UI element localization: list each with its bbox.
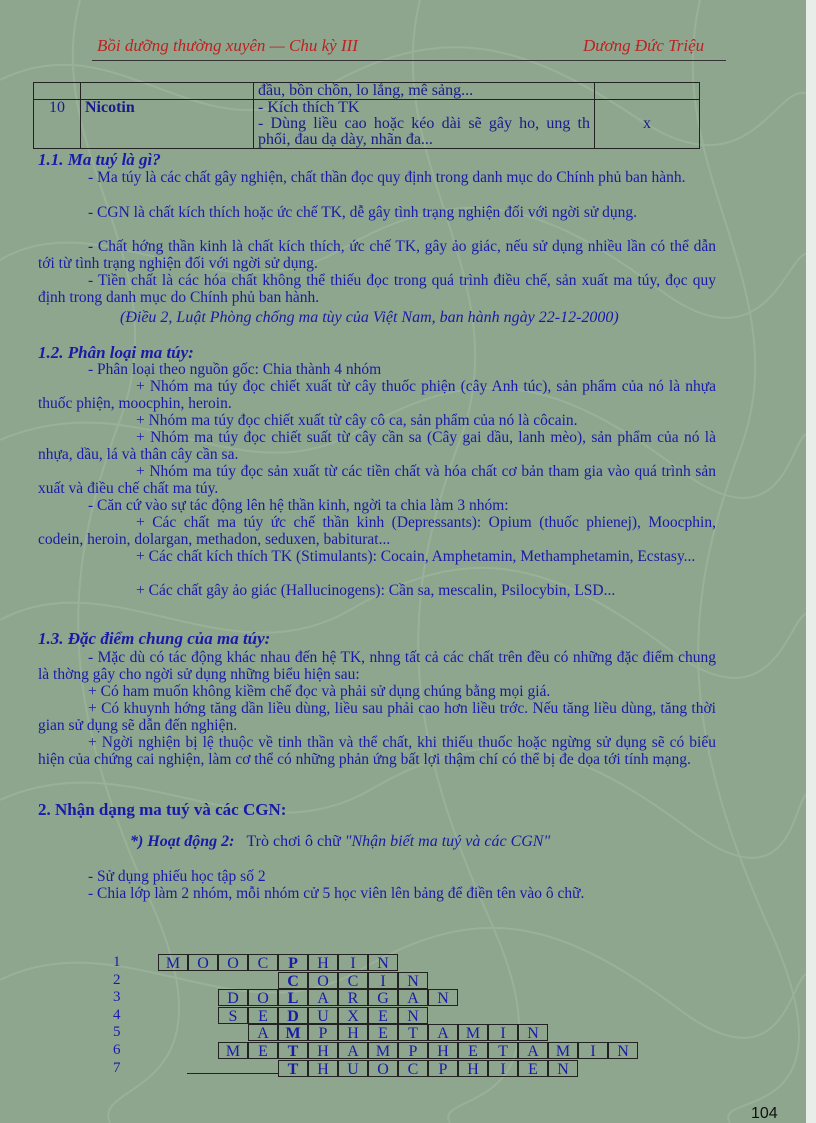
crossword-cell[interactable]: E (368, 1007, 398, 1024)
substance-name: Nicotin (81, 100, 254, 149)
crossword-cell[interactable]: H (458, 1060, 488, 1077)
instruction: - Sử dụng phiếu học tập số 2 (88, 868, 266, 885)
crossword-cell[interactable]: O (188, 954, 218, 971)
crossword-key-cell[interactable]: P (278, 954, 308, 971)
crossword-cell[interactable]: O (218, 954, 248, 971)
bullet-item: + Nhóm ma túy đọc chiết xuất từ cây thuốc phiện (cây Anh túc), sản phẩm của nó là nhựa thuốc phiện, moocphin, heroin. (38, 378, 716, 412)
paragraph: + Có ham muốn không kiềm chế đọc và phải sử dụng chúng bằng mọi giá. (88, 683, 551, 700)
effect-line: - Dùng liều cao hoặc kéo dài sẽ gây ho, ung th phổi, đau dạ dày, nhãn đa... (258, 115, 590, 148)
paragraph: - Ma túy là các chất gây nghiện, chất thần đọc quy định trong danh mục do Chính phủ ban hành. (88, 169, 686, 186)
table-cell (34, 83, 81, 100)
crossword-cell[interactable]: T (398, 1024, 428, 1041)
crossword-cell[interactable]: C (338, 972, 368, 989)
crossword-cell[interactable]: N (398, 1007, 428, 1024)
crossword-key-cell[interactable]: D (278, 1007, 308, 1024)
paragraph: - Phân loại theo nguồn gốc: Chia thành 4 nhóm (88, 361, 382, 378)
paragraph: - Tiền chất là các hóa chất không thể thiếu đọc trong quá trình điều chế, sản xuất ma túy, đọc quy định trong danh mục do Chính phủ ban hành. (38, 272, 716, 306)
activity-label: *) Hoạt động 2: (130, 833, 235, 850)
crossword-cell[interactable]: E (248, 1007, 278, 1024)
crossword-cell[interactable]: M (368, 1042, 398, 1059)
crossword-cell[interactable]: H (338, 1024, 368, 1041)
header-author: Dương Đức Triệu (583, 36, 705, 55)
crossword-key-cell[interactable]: C (278, 972, 308, 989)
crossword-cell[interactable]: P (308, 1024, 338, 1041)
crossword-cell[interactable]: A (248, 1024, 278, 1041)
bullet-item: + Các chất gây ảo giác (Hallucinogens): Cần sa, mescalin, Psilocybin, LSD... (136, 582, 616, 599)
section-1-1-title: 1.1. Ma tuý là gì? (38, 150, 161, 169)
crossword-cell[interactable]: N (548, 1060, 578, 1077)
table-row (34, 100, 700, 149)
crossword-cell[interactable]: I (338, 954, 368, 971)
crossword-cell[interactable]: N (428, 989, 458, 1006)
bullet-item: + Các chất kích thích TK (Stimulants): Cocain, Amphetamin, Methamphetamin, Ecstasy... (136, 548, 696, 565)
paragraph: - CGN là chất kích thích hoặc ức chế TK, dễ gây tình trạng nghiện đối với ngời sử dụng. (88, 204, 638, 221)
crossword-cell[interactable]: U (308, 1007, 338, 1024)
crossword-cell[interactable]: X (338, 1007, 368, 1024)
header-left-title: Bồi dưỡng thường xuyên — Chu kỳ III (97, 36, 358, 55)
crossword-cell[interactable]: H (308, 954, 338, 971)
bullet-item: + Các chất ma túy ức chế thần kinh (Depressants): Opium (thuốc phienej), Moocphin, codein, heroin, dolargan, methadon, seduxen, babiturat... (38, 514, 716, 548)
crossword-key-cell[interactable]: M (278, 1024, 308, 1041)
crossword-cell[interactable]: M (218, 1042, 248, 1059)
crossword-cell[interactable]: E (248, 1042, 278, 1059)
crossword-cell[interactable]: I (488, 1024, 518, 1041)
crossword-cell[interactable]: C (398, 1060, 428, 1077)
crossword-cell[interactable]: H (308, 1042, 338, 1059)
crossword-cell[interactable]: A (338, 1042, 368, 1059)
row-number: 10 (34, 100, 81, 149)
crossword-cell[interactable]: A (308, 989, 338, 1006)
crossword-key-cell[interactable]: T (278, 1060, 308, 1077)
crossword-key-cell[interactable]: L (278, 989, 308, 1006)
crossword-row-number: 4 (113, 1006, 121, 1023)
crossword-cell[interactable]: D (218, 989, 248, 1006)
mark-cell: x (595, 100, 700, 149)
crossword-row-number: 5 (113, 1024, 121, 1041)
crossword-row-number: 7 (113, 1059, 121, 1076)
crossword-cell[interactable]: A (428, 1024, 458, 1041)
substance-effects (254, 100, 595, 149)
crossword-cell[interactable]: T (488, 1042, 518, 1059)
crossword-cell[interactable]: P (398, 1042, 428, 1059)
crossword-cell[interactable]: E (368, 1024, 398, 1041)
activity-text: Trò chơi ô chữ (246, 833, 341, 850)
paragraph: - Chất hớng thần kinh là chất kích thích, ức chế TK, gây ảo giác, nếu sử dụng nhiều lần có thể dẫn tới từ tình trạng nghiện đối với ngời sử dụng. (38, 238, 716, 272)
crossword-cell[interactable]: N (398, 972, 428, 989)
crossword-cell[interactable]: A (398, 989, 428, 1006)
section-1-2-title: 1.2. Phân loại ma túy: (38, 343, 194, 362)
crossword-row-number: 3 (113, 989, 121, 1006)
crossword-cell[interactable]: N (608, 1042, 638, 1059)
table-cell (595, 83, 700, 100)
crossword-cell[interactable]: M (458, 1024, 488, 1041)
row7-underline (187, 1073, 279, 1074)
crossword-cell[interactable]: E (458, 1042, 488, 1059)
crossword-cell[interactable]: I (368, 972, 398, 989)
crossword-row-number: 2 (113, 971, 121, 988)
crossword-cell[interactable]: S (218, 1007, 248, 1024)
crossword-cell[interactable]: U (338, 1060, 368, 1077)
page-number: 104 (751, 1105, 778, 1122)
crossword-cell[interactable]: N (518, 1024, 548, 1041)
right-margin-strip (806, 0, 816, 1123)
crossword-cell[interactable]: H (428, 1042, 458, 1059)
activity-quote: "Nhận biết ma tuý và các CGN" (344, 833, 551, 850)
crossword-cell[interactable]: M (158, 954, 188, 971)
crossword-key-cell[interactable]: T (278, 1042, 308, 1059)
substance-table (33, 82, 700, 149)
crossword-cell[interactable]: I (488, 1060, 518, 1077)
crossword-cell[interactable]: R (338, 989, 368, 1006)
crossword-cell[interactable]: O (368, 1060, 398, 1077)
bullet-item: + Nhóm ma túy đọc chiết suất từ cây cần sa (Cây gai dầu, lanh mèo), sản phẩm của nó là nhựa, dầu, lá và thân cây cần sa. (38, 429, 716, 463)
crossword-cell[interactable]: M (548, 1042, 578, 1059)
paragraph: - Căn cứ vào sự tác động lên hệ thần kinh, ngời ta chia làm 3 nhóm: (88, 497, 509, 514)
table-row (34, 83, 700, 100)
bullet-item: + Nhóm ma túy đọc chiết xuất từ cây cô ca, sản phẩm của nó là côcain. (136, 412, 578, 429)
section-1-3-title: 1.3. Đặc điểm chung của ma túy: (38, 629, 271, 648)
crossword-cell[interactable]: O (308, 972, 338, 989)
crossword-cell[interactable]: O (248, 989, 278, 1006)
crossword-cell[interactable]: G (368, 989, 398, 1006)
crossword-cell[interactable]: C (248, 954, 278, 971)
crossword-cell[interactable]: A (518, 1042, 548, 1059)
header-rule (92, 60, 726, 61)
bullet-item: + Nhóm ma túy đọc sản xuất từ các tiền chất và hóa chất cơ bản tham gia vào quá trình sản xuất và điều chế chất ma túy. (38, 463, 716, 497)
crossword-cell[interactable]: E (518, 1060, 548, 1077)
crossword-cell[interactable]: H (308, 1060, 338, 1077)
crossword-cell[interactable]: P (428, 1060, 458, 1077)
crossword-row-number: 6 (113, 1042, 121, 1058)
crossword-row-number: 1 (113, 954, 121, 970)
table-cell (81, 83, 254, 100)
section-2-title: 2. Nhận dạng ma tuý và các CGN: (38, 800, 287, 819)
citation: (Điều 2, Luật Phòng chống ma tùy của Việt Nam, ban hành ngày 22-12-2000) (120, 309, 619, 326)
crossword-cell[interactable]: N (368, 954, 398, 971)
crossword-cell[interactable]: I (578, 1042, 608, 1059)
paragraph: + Có khuynh hớng tăng dần liều dùng, liều sau phải cao hơn liều trớc. Nếu tăng liều dùng, tăng thời gian sử dụng sẽ dẫn đến nghiện. (38, 700, 716, 734)
effect-line: - Kích thích TK (258, 99, 360, 116)
paragraph: + Ngời nghiện bị lệ thuộc về tinh thần và thể chất, khi thiếu thuốc hoặc ngừng sử dụng sẽ có biểu hiện của chứng cai nghiện, làm cơ thể có những phản ứng bất lợi thậm chí có thể bị đe dọa tới tính mạng. (38, 734, 716, 768)
table-cell: đầu, bồn chồn, lo lắng, mê sảng... (254, 83, 595, 100)
activity-line (130, 834, 730, 851)
instruction: - Chia lớp làm 2 nhóm, mỗi nhóm cử 5 học viên lên bảng để điền tên vào ô chữ. (88, 885, 585, 902)
paragraph: - Mặc dù có tác động khác nhau đến hệ TK, nhng tất cả các chất trên đều có những đặc điểm chung là thờng gây cho ngời sử dụng những biểu hiện sau: (38, 649, 716, 683)
